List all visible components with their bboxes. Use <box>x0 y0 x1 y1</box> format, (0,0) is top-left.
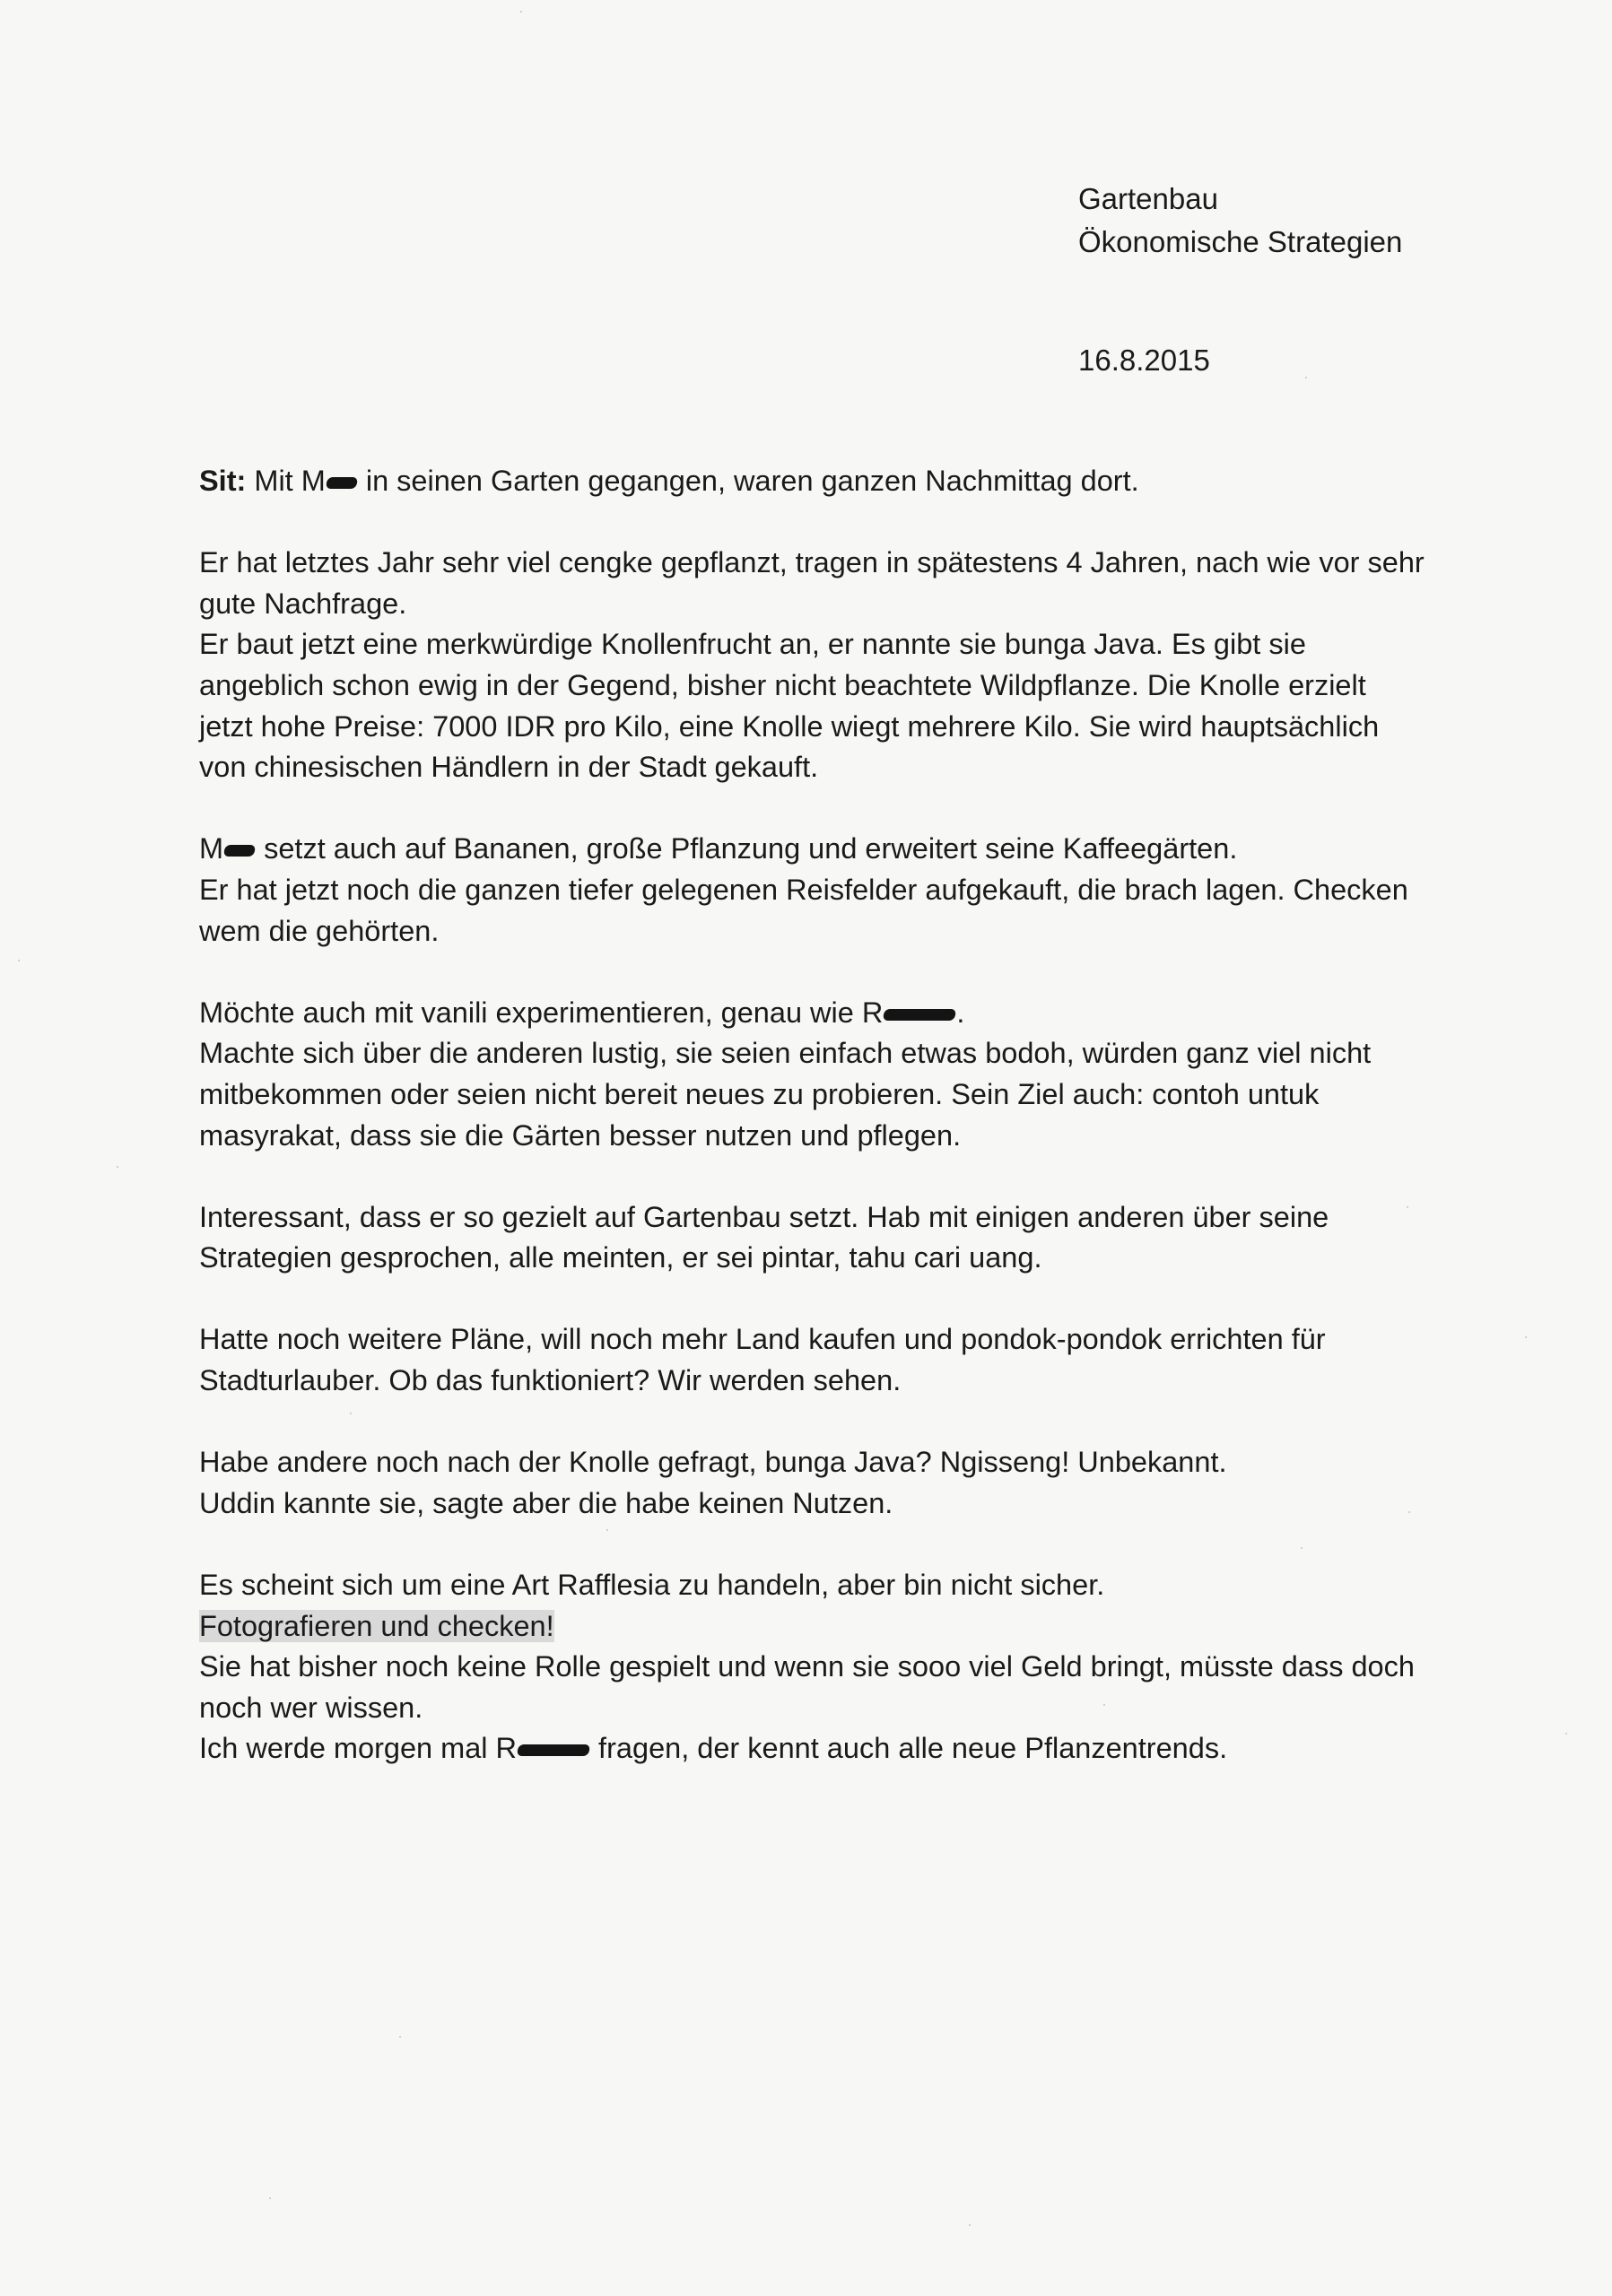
paragraph-strategien <box>199 1197 1491 1279</box>
sit-label: Sit: <box>199 465 247 497</box>
paragraph-bananen <box>199 829 1491 952</box>
redaction-mark <box>883 1009 956 1021</box>
highlighted-note: Fotografieren und checken! <box>199 1609 554 1642</box>
redaction-mark <box>517 1744 590 1756</box>
text-fragment: fragen, der kennt auch alle neue Pflanzentrends. <box>590 1732 1228 1765</box>
sit-text-b: in seinen Garten gegangen, waren ganzen Nachmittag dort. <box>357 465 1139 497</box>
document-header <box>1078 178 1402 264</box>
paragraph-cengke <box>199 543 1491 788</box>
text-line: Habe andere noch nach der Knolle gefragt, bunga Java? Ngisseng! Unbekannt. <box>199 1446 1227 1479</box>
text-line: Er hat letztes Jahr sehr viel cengke gepflanzt, tragen in spätestens 4 Jahren, nach wie vor sehr <box>199 546 1425 579</box>
text-fragment: . <box>956 996 965 1029</box>
header-subtopic: Ökonomische Strategien <box>1078 225 1403 258</box>
text-line: von chinesischen Händlern in der Stadt gekauft. <box>199 751 819 784</box>
paragraph-plaene <box>199 1319 1491 1401</box>
text-line: angeblich schon ewig in der Gegend, bisher nicht beachtete Wildpflanze. Die Knolle erzielt <box>199 668 1366 701</box>
scan-speck <box>969 2224 971 2226</box>
text-line <box>199 1606 1491 1648</box>
scan-speck <box>1305 377 1307 378</box>
scan-speck <box>1525 1336 1527 1338</box>
text-line: gute Nachfrage. <box>199 587 407 620</box>
text-fragment: M <box>199 832 224 865</box>
text-line: Stadturlauber. Ob das funktioniert? Wir werden sehen. <box>199 1364 902 1397</box>
scan-speck <box>18 960 20 961</box>
text-line: mitbekommen oder seien nicht bereit neues zu probieren. Sein Ziel auch: contoh untuk <box>199 1077 1320 1110</box>
text-line: Uddin kannte sie, sagte aber die habe keinen Nutzen. <box>199 1486 893 1519</box>
text-line: Er hat jetzt noch die ganzen tiefer gelegenen Reisfelder aufgekauft, die brach lagen. Checken <box>199 873 1408 906</box>
text-fragment: setzt auch auf Bananen, große Pflanzung und erweitert seine Kaffeegärten. <box>256 832 1238 865</box>
text-line: Es scheint sich um eine Art Rafflesia zu handeln, aber bin nicht sicher. <box>199 1569 1105 1602</box>
text-line: wem die gehörten. <box>199 914 440 947</box>
redaction-mark <box>326 477 358 489</box>
header-topic: Gartenbau <box>1078 182 1218 215</box>
text-line: jetzt hohe Preise: 7000 IDR pro Kilo, eine Knolle wiegt mehrere Kilo. Sie wird hauptsächlich <box>199 709 1380 743</box>
scan-speck <box>1565 1733 1567 1735</box>
redaction-mark <box>223 845 256 857</box>
text-line: Interessant, dass er so gezielt auf Gartenbau setzt. Hab mit einigen anderen über seine <box>199 1200 1329 1233</box>
text-line: Hatte noch weitere Pläne, will noch mehr Land kaufen und pondok-pondok errichten für <box>199 1323 1326 1356</box>
text-line: Machte sich über die anderen lustig, sie seien einfach etwas bodoh, würden ganz viel nicht <box>199 1037 1372 1070</box>
text-fragment: Möchte auch mit vanili experimentieren, genau wie R <box>199 996 884 1029</box>
scan-speck <box>520 11 522 13</box>
paragraph-vanili <box>199 993 1491 1156</box>
paragraph-sit <box>199 461 1491 502</box>
text-line: Er baut jetzt eine merkwürdige Knollenfrucht an, er nannte sie bunga Java. Es gibt sie <box>199 628 1306 661</box>
text-fragment: Ich werde morgen mal R <box>199 1732 518 1765</box>
scan-speck <box>399 2036 401 2038</box>
paragraph-knolle <box>199 1442 1491 1524</box>
document-body <box>199 461 1491 1811</box>
paragraph-rafflesia <box>199 1565 1491 1770</box>
document-date: 16.8.2015 <box>1078 344 1210 377</box>
text-line: Sie hat bisher noch keine Rolle gespielt und wenn sie sooo viel Geld bringt, müsste dass doch <box>199 1650 1415 1683</box>
sit-text-a: Mit M <box>246 465 326 497</box>
text-line <box>199 461 1491 502</box>
text-line: noch wer wissen. <box>199 1691 423 1724</box>
text-line: Strategien gesprochen, alle meinten, er sei pintar, tahu cari uang. <box>199 1241 1042 1274</box>
text-line <box>199 993 1491 1034</box>
text-line <box>199 1728 1491 1770</box>
scan-speck <box>269 2197 271 2199</box>
text-line: masyrakat, dass sie die Gärten besser nutzen und pflegen. <box>199 1118 962 1152</box>
text-line <box>199 829 1491 870</box>
scan-speck <box>117 1166 118 1168</box>
